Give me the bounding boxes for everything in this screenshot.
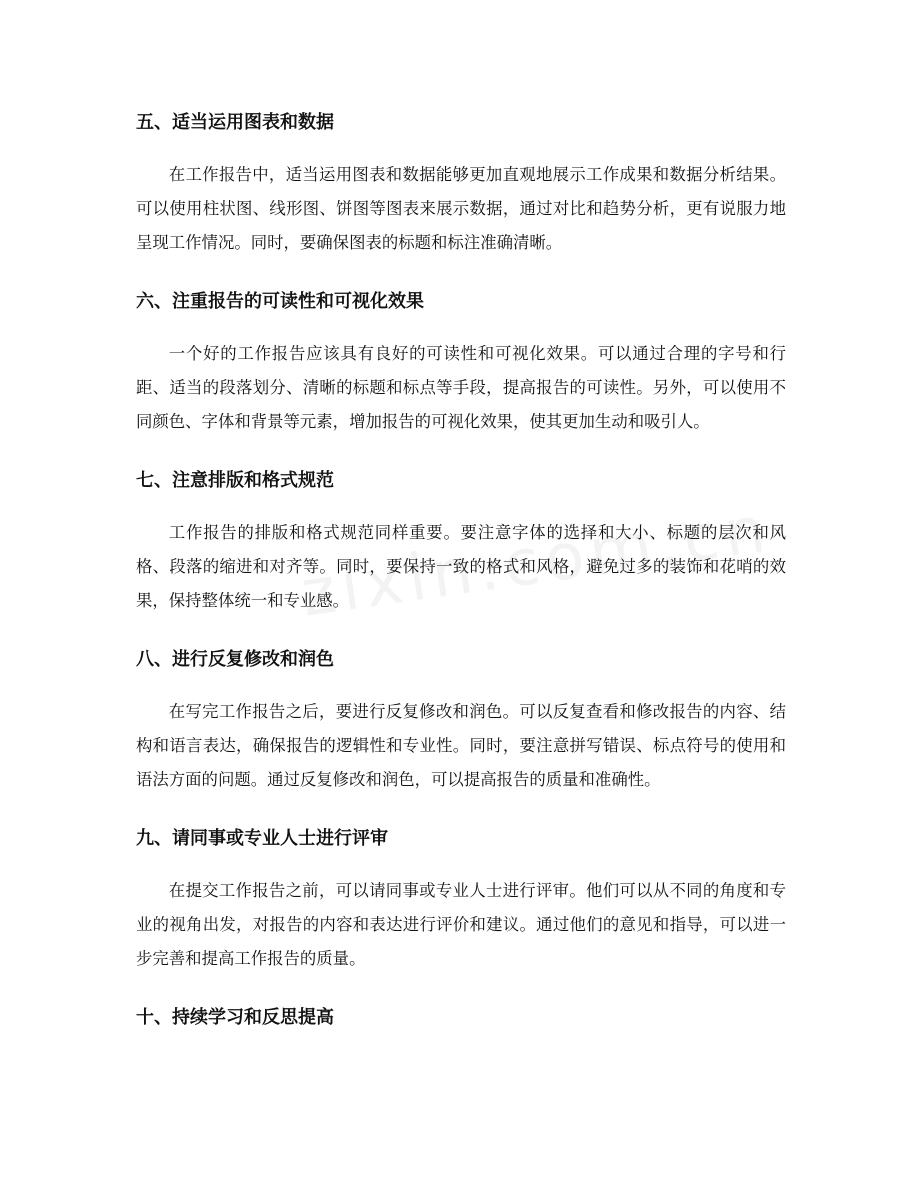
section-paragraph: 工作报告的排版和格式规范同样重要。要注意字体的选择和大小、标题的层次和风格、段落的缩进和对齐等。同时，要保持一致的格式和风格，避免过多的装饰和花哨的效果，保持整体统一和专业感。 [136,523,786,610]
section-paragraph: 在提交工作报告之前，可以请同事或专业人士进行评审。他们可以从不同的角度和专业的视角出发，对报告的内容和表达进行评价和建议。通过他们的意见和指导，可以进一步完善和提高工作报告的质量。 [136,881,786,968]
section-paragraph: 一个好的工作报告应该具有良好的可读性和可视化效果。可以通过合理的字号和行距、适当的段落划分、清晰的标题和标点等手段，提高报告的可读性。另外，可以使用不同颜色、字体和背景等元素，增加报告的可视化效果，使其更加生动和吸引人。 [136,344,786,431]
section-9 [136,814,786,976]
section-title: 九、请同事或专业人士进行评审 [136,828,388,849]
section-7 [136,456,786,618]
document-content [136,98,786,1053]
section-6 [136,277,786,439]
section-paragraph: 在工作报告中，适当运用图表和数据能够更加直观地展示工作成果和数据分析结果。可以使用柱状图、线形图、饼图等图表来展示数据，通过对比和趋势分析，更有说服力地呈现工作情况。同时，要确保图表的标题和标注准确清晰。 [136,165,786,252]
section-title: 六、注重报告的可读性和可视化效果 [136,291,424,312]
section-title: 七、注意排版和格式规范 [136,470,334,491]
section-10 [136,993,786,1043]
section-title: 五、适当运用图表和数据 [136,112,334,133]
section-title: 十、持续学习和反思提高 [136,1007,334,1028]
section-8 [136,635,786,797]
section-paragraph: 在写完工作报告之后，要进行反复修改和润色。可以反复查看和修改报告的内容、结构和语言表达，确保报告的逻辑性和专业性。同时，要注意拼写错误、标点符号的使用和语法方面的问题。通过反复修改和润色，可以提高报告的质量和准确性。 [136,702,786,789]
section-title: 八、进行反复修改和润色 [136,649,334,670]
section-5 [136,98,786,260]
